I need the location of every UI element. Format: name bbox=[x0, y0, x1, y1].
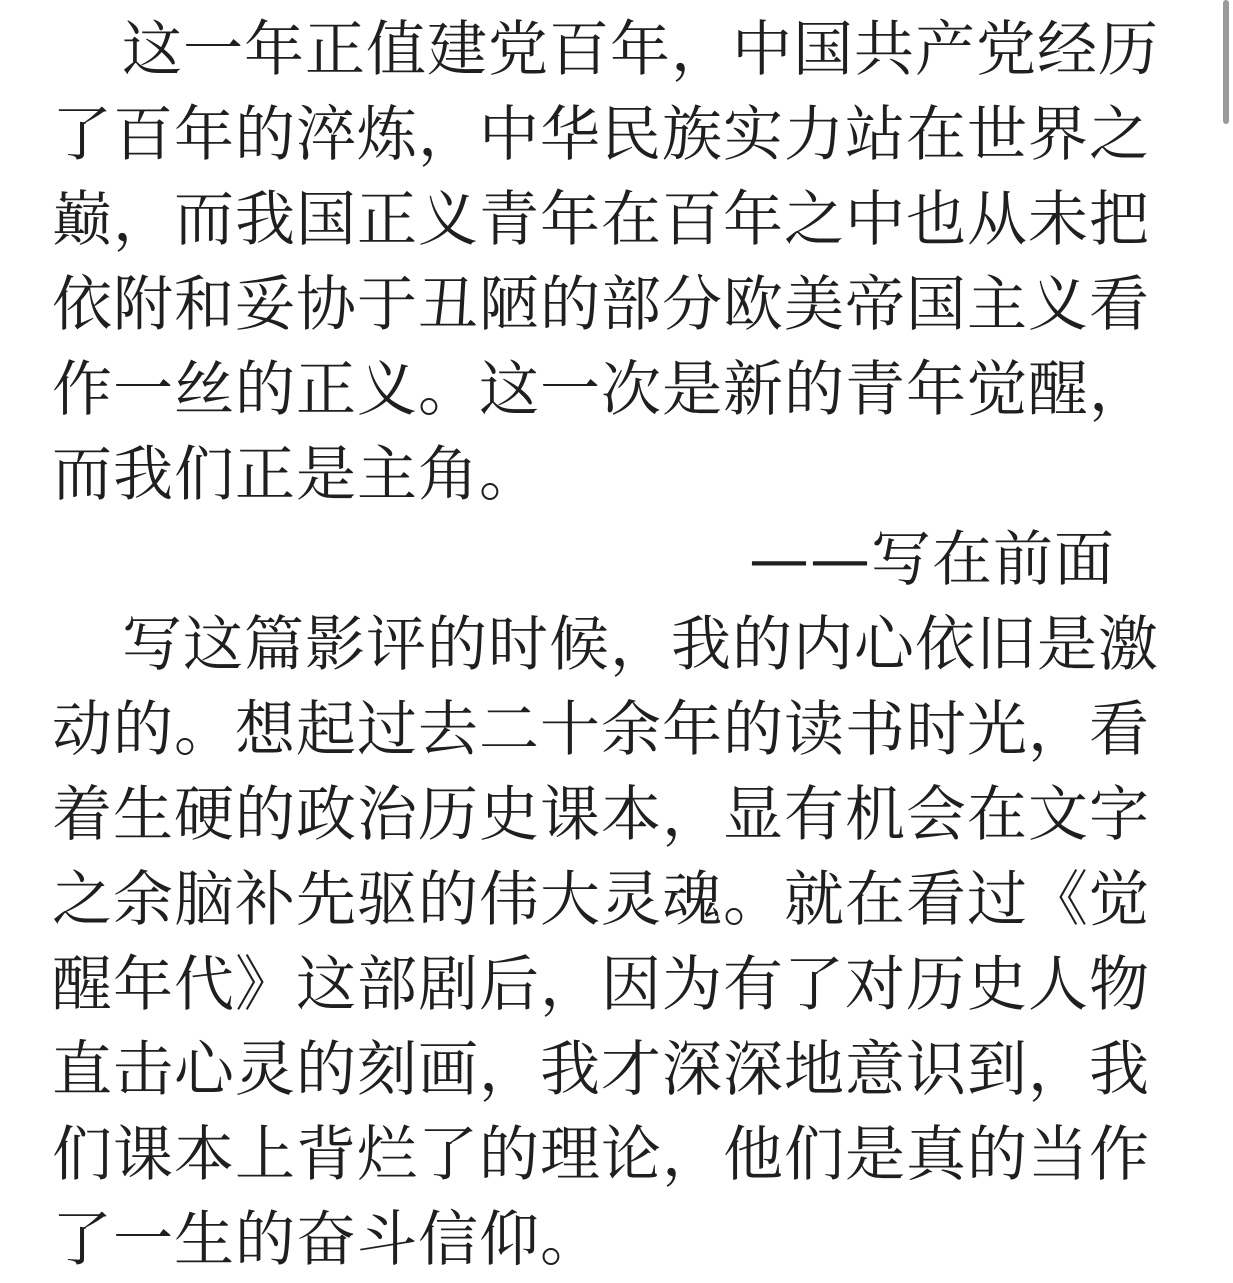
text-line: 作一丝的正义。这一次是新的青年觉醒， bbox=[52, 355, 1150, 425]
signature-line: ——写在前面 bbox=[749, 525, 1115, 595]
text-line: 之余脑补先驱的伟大灵魂。就在看过《觉 bbox=[52, 865, 1150, 935]
text-line: 了百年的淬炼，中华民族实力站在世界之 bbox=[52, 100, 1150, 170]
text-line: 动的。想起过去二十余年的读书时光，看 bbox=[52, 695, 1150, 765]
text-line: 而我们正是主角。 bbox=[52, 440, 540, 510]
text-line: 着生硬的政治历史课本，显有机会在文字 bbox=[52, 780, 1150, 850]
text-line: 巅，而我国正义青年在百年之中也从未把 bbox=[52, 185, 1150, 255]
article-body bbox=[52, 8, 1159, 1283]
text-line: 写这篇影评的时候，我的内心依旧是激 bbox=[122, 610, 1159, 680]
text-line: 这一年正值建党百年，中国共产党经历 bbox=[122, 15, 1159, 85]
text-line: 了一生的奋斗信仰。 bbox=[52, 1205, 601, 1275]
text-line: 们课本上背烂了的理论，他们是真的当作 bbox=[52, 1120, 1150, 1190]
text-line: 直击心灵的刻画，我才深深地意识到，我 bbox=[52, 1035, 1150, 1105]
scrollbar-thumb[interactable] bbox=[1223, 0, 1229, 124]
text-line: 依附和妥协于丑陋的部分欧美帝国主义看 bbox=[52, 270, 1150, 340]
text-line: 醒年代》这部剧后，因为有了对历史人物 bbox=[52, 950, 1150, 1020]
